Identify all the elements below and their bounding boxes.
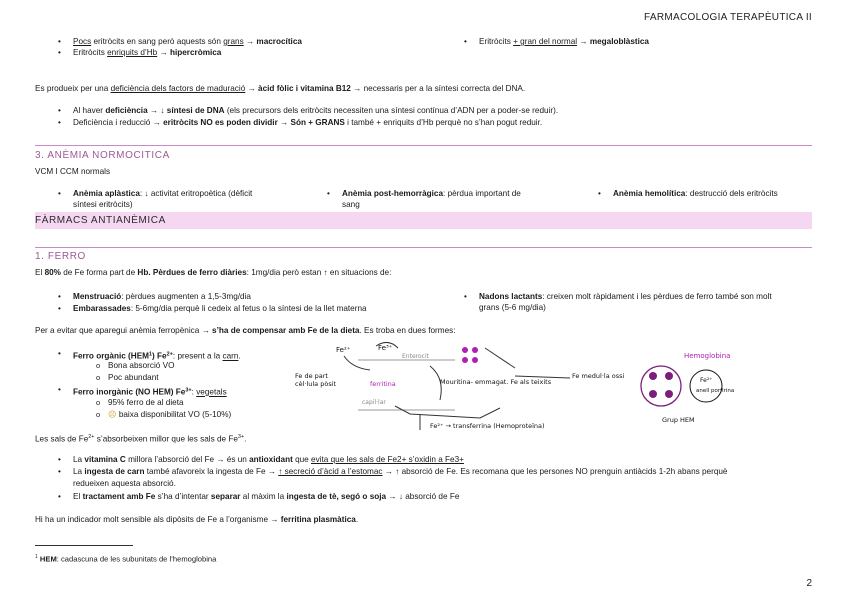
fe-dot xyxy=(462,347,468,353)
section-title-ferro: 1. FERRO xyxy=(35,251,86,262)
label-grup-hem: Grup HEM xyxy=(662,416,695,424)
bullet-enriquits: • Eritròcits enriquits d’Hb → hipercròmica xyxy=(73,48,221,58)
heme-subunit xyxy=(665,390,673,398)
paragraph-indicador: Hi ha un indicador molt sensible als dipòsits de Fe a l’organisme → ferritina plasmàtica. xyxy=(35,515,359,524)
organic-sub-2: o Poc abundant xyxy=(108,373,159,383)
label-dieta: Fe de part xyxy=(295,372,328,380)
iron-absorption-sketch xyxy=(280,338,630,438)
bullet-ferro-inorganic: • Ferro inorgànic (NO HEM) $Fe^{3+}$: vegetals xyxy=(73,385,227,398)
heme-subunit xyxy=(649,390,657,398)
label-medulla: Fe medul·la ossi xyxy=(572,372,625,380)
label-hemoglobina: Hemoglobina xyxy=(684,352,731,360)
section-divider xyxy=(35,145,812,146)
paragraph-sals: Les sals de $Fe^{2+}$ s’absorbeixen millor que les sals de $Fe^{3+}$. xyxy=(35,434,247,444)
inorganic-sub-2: o ☹ baixa disponibilitat VO (5-10%) xyxy=(108,410,231,420)
footnote-rule xyxy=(35,545,133,546)
organic-sub-1: o Bona absorció VO xyxy=(108,361,174,371)
transferrina-curve xyxy=(395,406,500,418)
label-anell: anell porfirina xyxy=(696,388,735,394)
label-fe2plus: Fe²⁺ xyxy=(700,377,713,384)
aplastica-line2: síntesi eritròcits) xyxy=(73,200,133,209)
label-mouse: Mouritina- emmagat. Fe als teixits xyxy=(440,378,552,386)
label-enterocit: Enterocit xyxy=(402,353,429,360)
ferro-intro: El 80% de Fe forma part de Hb. Pèrdues de ferro diàries: 1mg/dia però estan ↑ en situacions de: xyxy=(35,268,392,277)
bullet-embarassades: • Embarassades: 5-6mg/dia perquè li cedeix al fetus o la síntesi de la llet materna xyxy=(73,304,367,314)
paragraph-evitar: Per a evitar que aparegui anèmia ferropènica → s’ha de compensar amb Fe de la dieta. Es troba en dues formes: xyxy=(35,326,456,335)
hemoglobin-sketch xyxy=(636,344,746,428)
footnote: $^1$ HEM: cadascuna de les subunitats de l’hemoglobina xyxy=(35,554,217,564)
label-transferrina: Fe²⁺ → transferrina (Hemoproteïna) xyxy=(430,422,545,430)
sad-face-icon: ☹ xyxy=(108,410,117,419)
label-capillary: capil·lar xyxy=(362,399,386,406)
label-dieta-2: cèl·lula pòsit xyxy=(295,380,337,388)
page-header: FARMACOLOGIA TERAPÈUTICA II xyxy=(644,12,812,23)
farmacs-title: FÀRMACS ANTIANÈMICA xyxy=(35,215,166,226)
inorganic-sub-1: o 95% ferro de al dieta xyxy=(108,398,184,408)
bullet-vitamina-c: • La vitamina C millora l’absorció del Fe → és un antioxidant que evita que les sals de Fe2+ s’oxidin a Fe3+ xyxy=(73,455,464,465)
normocitica-subtitle: VCM I CCM normals xyxy=(35,167,111,176)
bullet-deficiencia-1: • Al haver deficiència → ↓ síntesi de DNA (els precursors dels eritròcits necessiten una síntesi contínua d’ADN per a poder-se reduir). xyxy=(73,106,558,116)
label-fe2: Fe²⁺ xyxy=(336,346,351,354)
bullet-menstruacio: • Menstruació: pèrdues augmenten a 1,5-3mg/dia xyxy=(73,292,251,302)
page-number: 2 xyxy=(806,578,812,589)
fe3-to-bottom-arrow xyxy=(485,348,515,368)
heme-subunit xyxy=(649,372,657,380)
label-fe3: Fe³⁺ xyxy=(378,344,393,352)
bullet-carn: • La ingesta de carn també afavoreix la ingesta de Fe → ↑ secreció d’àcid a l’estomac → ↑ absorció de Fe. Es recomana que les persones NO prenguin antiàcids 1-2h abans perquè xyxy=(73,467,727,477)
fe-dot xyxy=(462,357,468,363)
bullet-te: • El tractament amb Fe s’ha d’intentar separar al màxim la ingesta de tè, segó o soja → ↓ absorció de Fe xyxy=(73,492,459,502)
fe-dot xyxy=(472,347,478,353)
bullet-aplastica: • Anèmia aplàstica: ↓ activitat eritropoètica (dèficit xyxy=(73,189,252,199)
carn-line2: redueixen aquesta absorció. xyxy=(73,479,176,488)
bullet-megaloblastica: • Eritròcits + gran del normal → megaloblàstica xyxy=(479,37,649,47)
heme-group-ring xyxy=(690,370,722,402)
paragraph-produeix: Es produeix per una deficiència dels factors de maduració → àcid fòlic i vitamina B12 → necessaris per a la síntesi correcta del DNA. xyxy=(35,84,526,93)
nadons-line2: grans (5-6 mg/dia) xyxy=(479,303,546,312)
heme-subunit xyxy=(665,372,673,380)
section-title-normocitica: 3. ANÈMIA NORMOCITICA xyxy=(35,150,170,161)
dieta-arrow xyxy=(344,356,370,370)
bullet-ferro-organic: • Ferro orgànic (HEM$^1$) $Fe^{2+}$: present a la carn. xyxy=(73,349,241,362)
post-hemorragica-line2: sang xyxy=(342,200,360,209)
bullet-hemolitica: • Anèmia hemolítica: destrucció dels eritròcits xyxy=(613,189,778,199)
hemoglobin-ring xyxy=(641,366,681,406)
bullet-pocs: • Pocs eritròcits en sang però aquests són grans → macrocítica xyxy=(73,37,302,47)
bullet-deficiencia-2: • Deficiència i reducció → eritròcits NO es poden dividir → Són + GRANS i també + enriquits d’Hb perquè no s’han pogut reduir. xyxy=(73,118,542,128)
ferro-divider xyxy=(35,247,812,248)
bullet-post-hemorragica: • Anèmia post-hemorràgica: pèrdua important de xyxy=(342,189,521,199)
bullet-nadons: • Nadons lactants: creixen molt ràpidament i les pèrdues de ferro també son molt xyxy=(479,292,772,302)
label-ferritina: ferritina xyxy=(370,380,396,388)
fe-dot xyxy=(472,357,478,363)
